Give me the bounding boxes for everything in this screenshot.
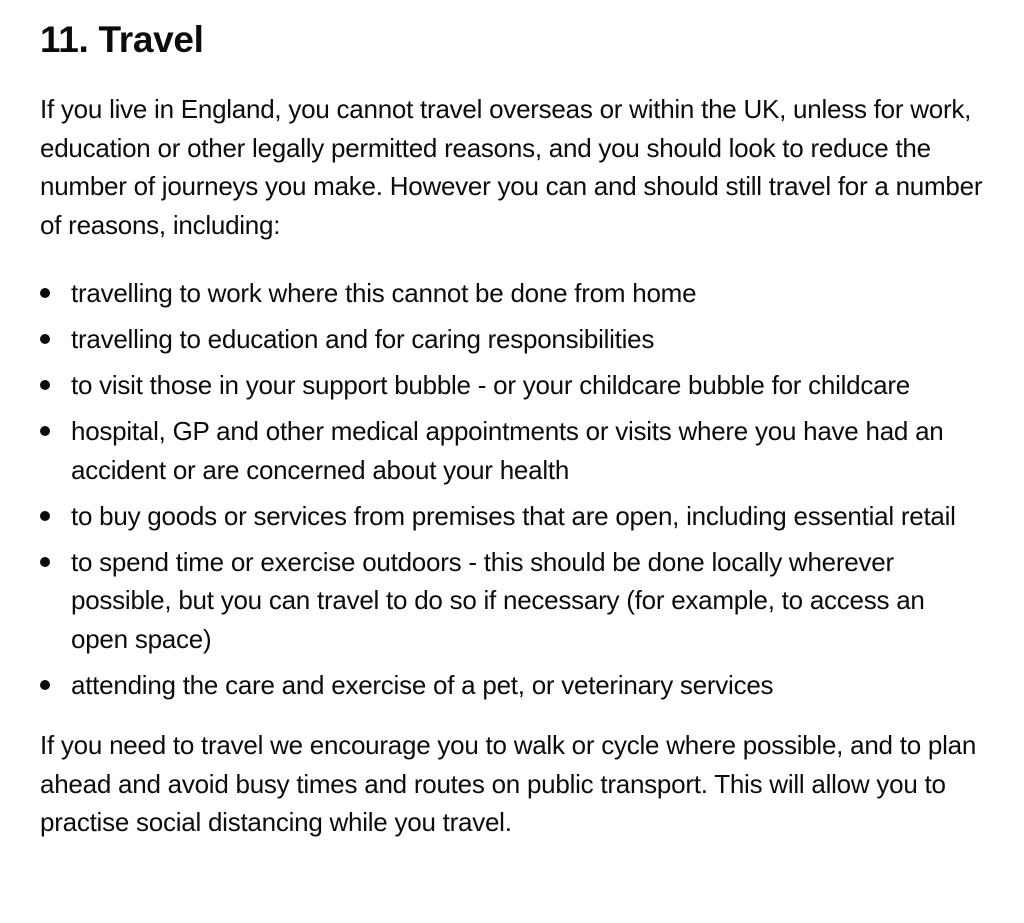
list-item-text: to buy goods or services from premises that are open, including essential retail xyxy=(71,500,956,531)
bullet-icon xyxy=(40,288,50,298)
bullet-icon xyxy=(40,557,50,567)
bullet-icon xyxy=(40,680,50,690)
list-item xyxy=(40,412,984,489)
list-item-text: travelling to work where this cannot be done from home xyxy=(71,278,697,308)
bullet-icon xyxy=(40,511,50,521)
list-item xyxy=(40,497,984,536)
list-item xyxy=(40,320,984,359)
list-item-text: to visit those in your support bubble - or your childcare bubble for childcare xyxy=(71,370,910,400)
bullet-icon xyxy=(40,334,50,344)
list-item-text: hospital, GP and other medical appointments or visits where you have had an accident or are concerned about your health xyxy=(71,416,944,485)
outro-paragraph: If you need to travel we encourage you to walk or cycle where possible, and to plan ahead and avoid busy times and routes on public transport. This will allow you to practise social distancing while you travel. xyxy=(40,730,977,837)
section-heading: 11. Travel xyxy=(40,19,204,60)
list-item xyxy=(40,543,984,659)
list-item-text: attending the care and exercise of a pet, or veterinary services xyxy=(71,669,774,700)
list-item xyxy=(40,666,984,705)
bullet-icon xyxy=(40,380,50,390)
bullet-icon xyxy=(40,426,50,436)
list-item-text: travelling to education and for caring responsibilities xyxy=(71,324,655,354)
intro-paragraph: If you live in England, you cannot travel overseas or within the UK, unless for work, education or other legally permitted reasons, and you should look to reduce the number of journeys you make. However you can and should still travel for a number of reasons, including: xyxy=(40,94,983,240)
list-item xyxy=(40,274,984,313)
list-item xyxy=(40,366,984,405)
travel-reasons-list xyxy=(40,274,984,704)
list-item-text: to spend time or exercise outdoors - this should be done locally wherever possible, but you can travel to do so if necessary (for example, to access an open space) xyxy=(71,546,925,654)
